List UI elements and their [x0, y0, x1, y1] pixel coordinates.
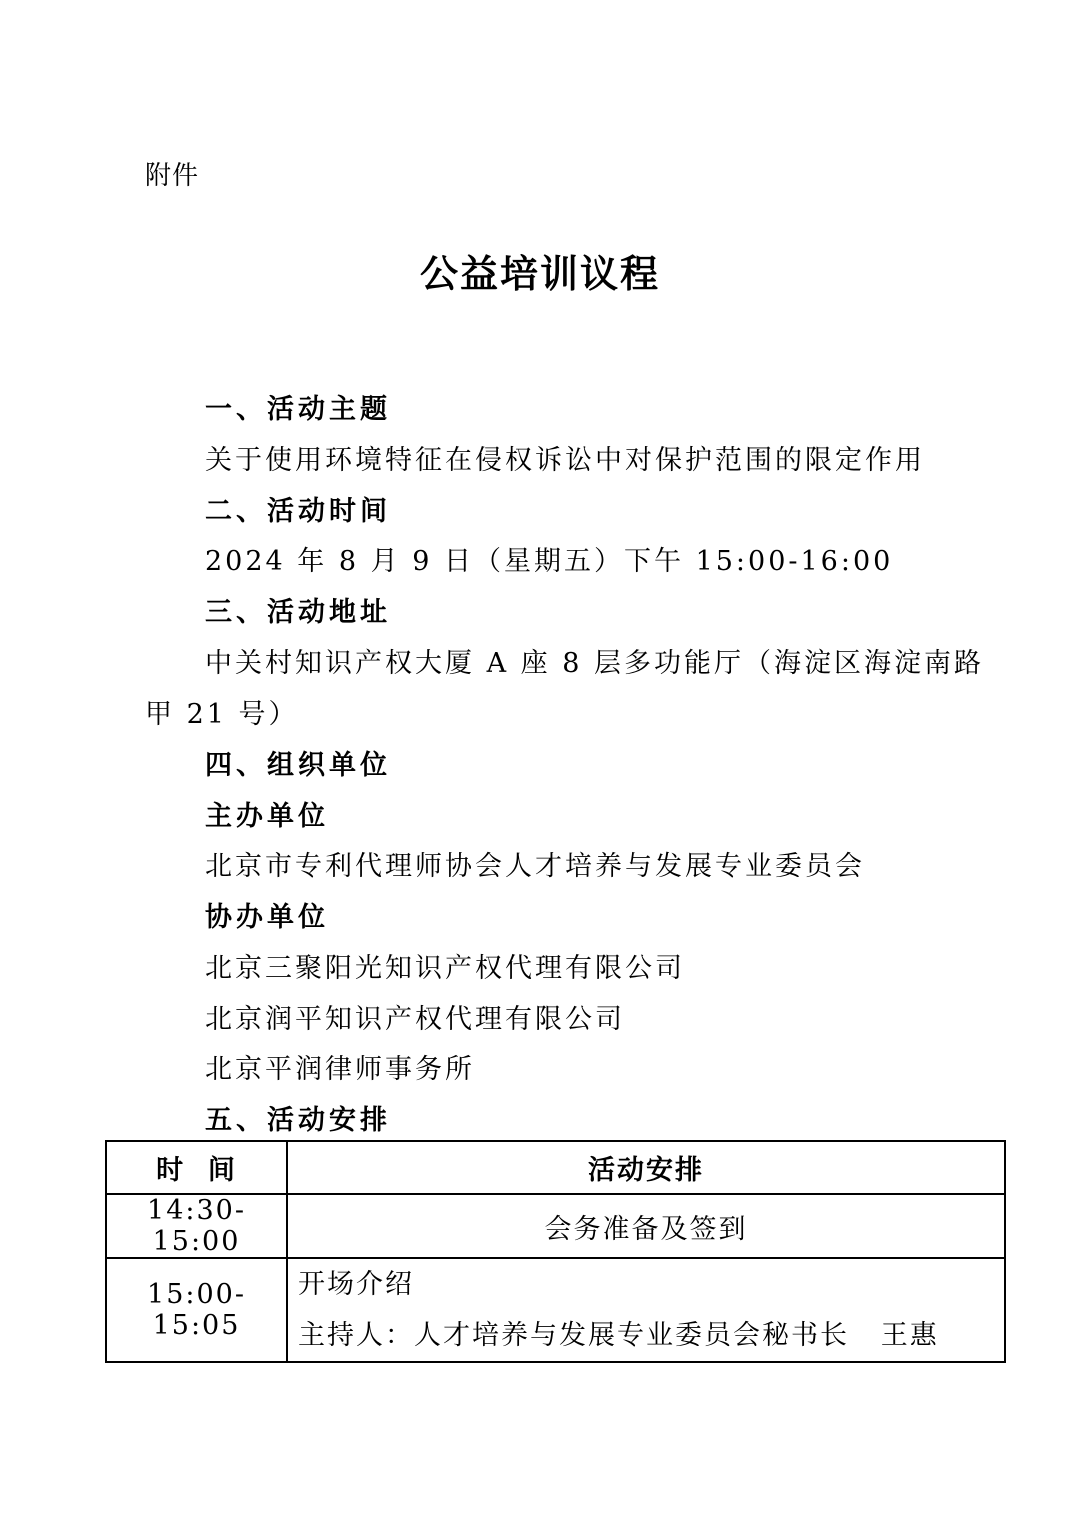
section-heading-schedule: 五、活动安排	[205, 1105, 391, 1136]
row-activity: 会务准备及签到	[287, 1194, 1005, 1258]
header-time: 时 间	[106, 1141, 287, 1194]
attachment-label: 附件	[145, 161, 200, 191]
row-time: 14:30-15:00	[106, 1194, 287, 1258]
co-organizer-label: 协办单位	[205, 902, 329, 933]
section-heading-time: 二、活动时间	[205, 496, 391, 527]
activity-title: 开场介绍	[298, 1269, 414, 1300]
table-header-row	[106, 1141, 1005, 1194]
table-row	[106, 1258, 1005, 1362]
co-organizer-item: 北京润平知识产权代理有限公司	[205, 1004, 625, 1035]
co-organizer-item: 北京平润律师事务所	[205, 1054, 475, 1085]
header-activity: 活动安排	[287, 1141, 1005, 1194]
table-row	[106, 1194, 1005, 1258]
row-activity	[287, 1258, 1005, 1362]
address-content-line2: 甲 21 号）	[145, 699, 299, 730]
host-label: 主办单位	[205, 801, 329, 832]
time-content: 2024 年 8 月 9 日（星期五）下午 15:00-16:00	[205, 546, 894, 577]
address-content-line1: 中关村知识产权大厦 A 座 8 层多功能厅（海淀区海淀南路	[205, 648, 985, 679]
co-organizer-item: 北京三聚阳光知识产权代理有限公司	[205, 953, 685, 984]
activity-host: 主持人：人才培养与发展专业委员会秘书长 王惠	[298, 1320, 939, 1351]
section-heading-organizers: 四、组织单位	[205, 750, 391, 781]
page-title: 公益培训议程	[419, 252, 660, 296]
row-time: 15:00-15:05	[106, 1258, 287, 1362]
agenda-table	[105, 1140, 1006, 1363]
host-organizer: 北京市专利代理师协会人才培养与发展专业委员会	[205, 851, 865, 882]
theme-content: 关于使用环境特征在侵权诉讼中对保护范围的限定作用	[205, 445, 925, 476]
section-heading-address: 三、活动地址	[205, 597, 391, 628]
section-heading-theme: 一、活动主题	[205, 394, 391, 425]
